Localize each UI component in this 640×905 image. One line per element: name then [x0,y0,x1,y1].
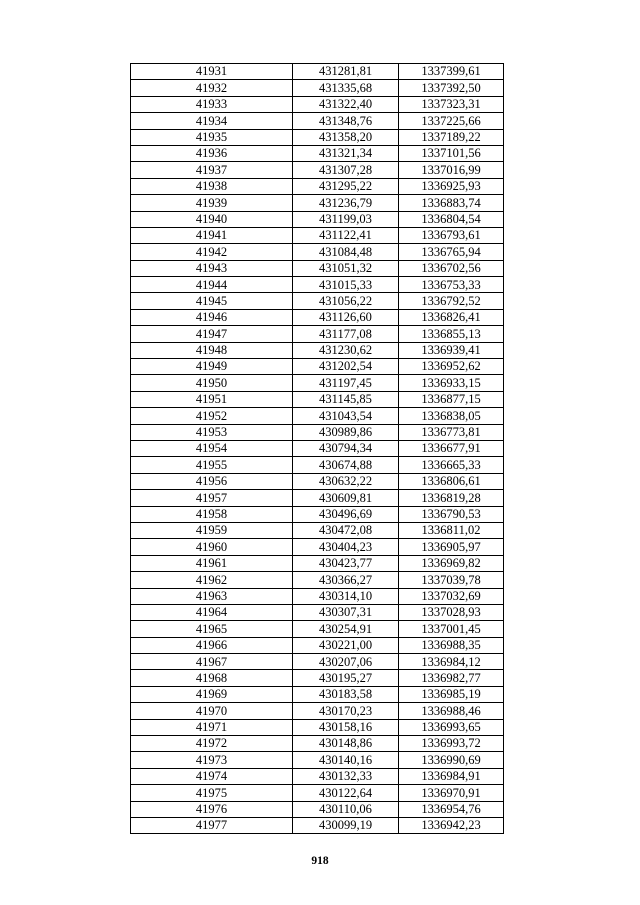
point-number-cell: 41941 [131,227,293,243]
y-coordinate-cell: 1336793,61 [399,227,504,243]
point-number-cell: 41951 [131,391,293,407]
table-row [131,621,504,637]
point-number-cell: 41968 [131,670,293,686]
point-number-cell: 41940 [131,211,293,227]
table-row [131,80,504,96]
x-coordinate-cell: 430099,19 [293,817,399,833]
table-row [131,588,504,604]
x-coordinate-cell: 431126,60 [293,309,399,325]
table-row [131,359,504,375]
y-coordinate-cell: 1336819,28 [399,490,504,506]
table-row [131,703,504,719]
x-coordinate-cell: 430221,00 [293,637,399,653]
x-coordinate-cell: 431335,68 [293,80,399,96]
y-coordinate-cell: 1336952,62 [399,359,504,375]
y-coordinate-cell: 1336969,82 [399,555,504,571]
x-coordinate-cell: 431177,08 [293,326,399,342]
y-coordinate-cell: 1336933,15 [399,375,504,391]
coordinate-table-body [131,64,504,834]
point-number-cell: 41953 [131,424,293,440]
coordinate-table [130,63,504,834]
table-row [131,391,504,407]
table-row [131,178,504,194]
x-coordinate-cell: 430183,58 [293,686,399,702]
y-coordinate-cell: 1337392,50 [399,80,504,96]
x-coordinate-cell: 430794,34 [293,440,399,456]
y-coordinate-cell: 1336954,76 [399,801,504,817]
x-coordinate-cell: 431043,54 [293,408,399,424]
y-coordinate-cell: 1337001,45 [399,621,504,637]
x-coordinate-cell: 431051,32 [293,260,399,276]
point-number-cell: 41954 [131,440,293,456]
x-coordinate-cell: 430632,22 [293,473,399,489]
y-coordinate-cell: 1336811,02 [399,522,504,538]
point-number-cell: 41958 [131,506,293,522]
x-coordinate-cell: 430140,16 [293,752,399,768]
table-row [131,654,504,670]
y-coordinate-cell: 1336984,12 [399,654,504,670]
point-number-cell: 41966 [131,637,293,653]
x-coordinate-cell: 431295,22 [293,178,399,194]
table-row [131,408,504,424]
table-row [131,522,504,538]
y-coordinate-cell: 1336993,72 [399,736,504,752]
y-coordinate-cell: 1336765,94 [399,244,504,260]
point-number-cell: 41961 [131,555,293,571]
table-row [131,162,504,178]
point-number-cell: 41959 [131,522,293,538]
x-coordinate-cell: 431321,34 [293,145,399,161]
x-coordinate-cell: 431281,81 [293,64,399,80]
table-row [131,572,504,588]
point-number-cell: 41935 [131,129,293,145]
x-coordinate-cell: 431084,48 [293,244,399,260]
table-row [131,506,504,522]
x-coordinate-cell: 430110,06 [293,801,399,817]
table-row [131,309,504,325]
x-coordinate-cell: 430472,08 [293,522,399,538]
x-coordinate-cell: 431322,40 [293,96,399,112]
x-coordinate-cell: 431056,22 [293,293,399,309]
point-number-cell: 41971 [131,719,293,735]
x-coordinate-cell: 430158,16 [293,719,399,735]
point-number-cell: 41942 [131,244,293,260]
point-number-cell: 41937 [131,162,293,178]
table-row [131,539,504,555]
y-coordinate-cell: 1336984,91 [399,768,504,784]
table-row [131,440,504,456]
point-number-cell: 41972 [131,736,293,752]
x-coordinate-cell: 430195,27 [293,670,399,686]
point-number-cell: 41939 [131,195,293,211]
y-coordinate-cell: 1336939,41 [399,342,504,358]
table-row [131,260,504,276]
x-coordinate-cell: 430609,81 [293,490,399,506]
y-coordinate-cell: 1336773,81 [399,424,504,440]
point-number-cell: 41947 [131,326,293,342]
point-number-cell: 41950 [131,375,293,391]
x-coordinate-cell: 431358,20 [293,129,399,145]
y-coordinate-cell: 1336942,23 [399,817,504,833]
table-row [131,375,504,391]
y-coordinate-cell: 1336838,05 [399,408,504,424]
table-row [131,195,504,211]
x-coordinate-cell: 431307,28 [293,162,399,178]
y-coordinate-cell: 1337016,99 [399,162,504,178]
y-coordinate-cell: 1336982,77 [399,670,504,686]
table-row [131,785,504,801]
x-coordinate-cell: 431230,62 [293,342,399,358]
table-row [131,96,504,112]
y-coordinate-cell: 1336988,35 [399,637,504,653]
table-row [131,686,504,702]
table-row [131,752,504,768]
table-row [131,801,504,817]
point-number-cell: 41960 [131,539,293,555]
point-number-cell: 41944 [131,277,293,293]
x-coordinate-cell: 430254,91 [293,621,399,637]
y-coordinate-cell: 1336985,19 [399,686,504,702]
x-coordinate-cell: 431122,41 [293,227,399,243]
x-coordinate-cell: 431145,85 [293,391,399,407]
point-number-cell: 41936 [131,145,293,161]
page-number: 918 [311,855,329,867]
point-number-cell: 41956 [131,473,293,489]
x-coordinate-cell: 431015,33 [293,277,399,293]
table-row [131,326,504,342]
point-number-cell: 41946 [131,309,293,325]
x-coordinate-cell: 431197,45 [293,375,399,391]
table-row [131,113,504,129]
x-coordinate-cell: 430989,86 [293,424,399,440]
x-coordinate-cell: 431199,03 [293,211,399,227]
y-coordinate-cell: 1337028,93 [399,604,504,620]
y-coordinate-cell: 1337101,56 [399,145,504,161]
y-coordinate-cell: 1337032,69 [399,588,504,604]
table-row [131,64,504,80]
table-row [131,768,504,784]
point-number-cell: 41965 [131,621,293,637]
point-number-cell: 41949 [131,359,293,375]
x-coordinate-cell: 430207,06 [293,654,399,670]
table-row [131,145,504,161]
point-number-cell: 41977 [131,817,293,833]
point-number-cell: 41962 [131,572,293,588]
table-row [131,604,504,620]
table-row [131,736,504,752]
y-coordinate-cell: 1337399,61 [399,64,504,80]
y-coordinate-cell: 1336806,61 [399,473,504,489]
x-coordinate-cell: 430423,77 [293,555,399,571]
y-coordinate-cell: 1336826,41 [399,309,504,325]
x-coordinate-cell: 430314,10 [293,588,399,604]
table-row [131,129,504,145]
x-coordinate-cell: 430307,31 [293,604,399,620]
y-coordinate-cell: 1337189,22 [399,129,504,145]
y-coordinate-cell: 1337323,31 [399,96,504,112]
table-row [131,211,504,227]
y-coordinate-cell: 1336792,52 [399,293,504,309]
table-row [131,637,504,653]
y-coordinate-cell: 1336790,53 [399,506,504,522]
table-row [131,555,504,571]
point-number-cell: 41975 [131,785,293,801]
y-coordinate-cell: 1336702,56 [399,260,504,276]
y-coordinate-cell: 1336993,65 [399,719,504,735]
point-number-cell: 41973 [131,752,293,768]
y-coordinate-cell: 1336855,13 [399,326,504,342]
y-coordinate-cell: 1336877,15 [399,391,504,407]
x-coordinate-cell: 431202,54 [293,359,399,375]
point-number-cell: 41931 [131,64,293,80]
x-coordinate-cell: 430132,33 [293,768,399,784]
y-coordinate-cell: 1336970,91 [399,785,504,801]
table-row [131,490,504,506]
point-number-cell: 41964 [131,604,293,620]
x-coordinate-cell: 430404,23 [293,539,399,555]
y-coordinate-cell: 1336905,97 [399,539,504,555]
y-coordinate-cell: 1336988,46 [399,703,504,719]
point-number-cell: 41974 [131,768,293,784]
point-number-cell: 41963 [131,588,293,604]
table-row [131,670,504,686]
x-coordinate-cell: 431236,79 [293,195,399,211]
point-number-cell: 41970 [131,703,293,719]
table-row [131,473,504,489]
table-row [131,277,504,293]
x-coordinate-cell: 430122,64 [293,785,399,801]
point-number-cell: 41933 [131,96,293,112]
x-coordinate-cell: 430674,88 [293,457,399,473]
y-coordinate-cell: 1336990,69 [399,752,504,768]
x-coordinate-cell: 430170,23 [293,703,399,719]
table-row [131,227,504,243]
point-number-cell: 41945 [131,293,293,309]
y-coordinate-cell: 1336677,91 [399,440,504,456]
point-number-cell: 41932 [131,80,293,96]
x-coordinate-cell: 430366,27 [293,572,399,588]
y-coordinate-cell: 1336925,93 [399,178,504,194]
point-number-cell: 41957 [131,490,293,506]
point-number-cell: 41967 [131,654,293,670]
point-number-cell: 41976 [131,801,293,817]
y-coordinate-cell: 1336804,54 [399,211,504,227]
table-row [131,424,504,440]
y-coordinate-cell: 1336883,74 [399,195,504,211]
y-coordinate-cell: 1337039,78 [399,572,504,588]
point-number-cell: 41934 [131,113,293,129]
table-row [131,457,504,473]
table-row [131,719,504,735]
y-coordinate-cell: 1336753,33 [399,277,504,293]
y-coordinate-cell: 1336665,33 [399,457,504,473]
table-row [131,244,504,260]
point-number-cell: 41969 [131,686,293,702]
table-row [131,342,504,358]
x-coordinate-cell: 430148,86 [293,736,399,752]
point-number-cell: 41938 [131,178,293,194]
x-coordinate-cell: 430496,69 [293,506,399,522]
y-coordinate-cell: 1337225,66 [399,113,504,129]
table-row [131,817,504,833]
point-number-cell: 41948 [131,342,293,358]
point-number-cell: 41943 [131,260,293,276]
point-number-cell: 41955 [131,457,293,473]
point-number-cell: 41952 [131,408,293,424]
table-row [131,293,504,309]
x-coordinate-cell: 431348,76 [293,113,399,129]
